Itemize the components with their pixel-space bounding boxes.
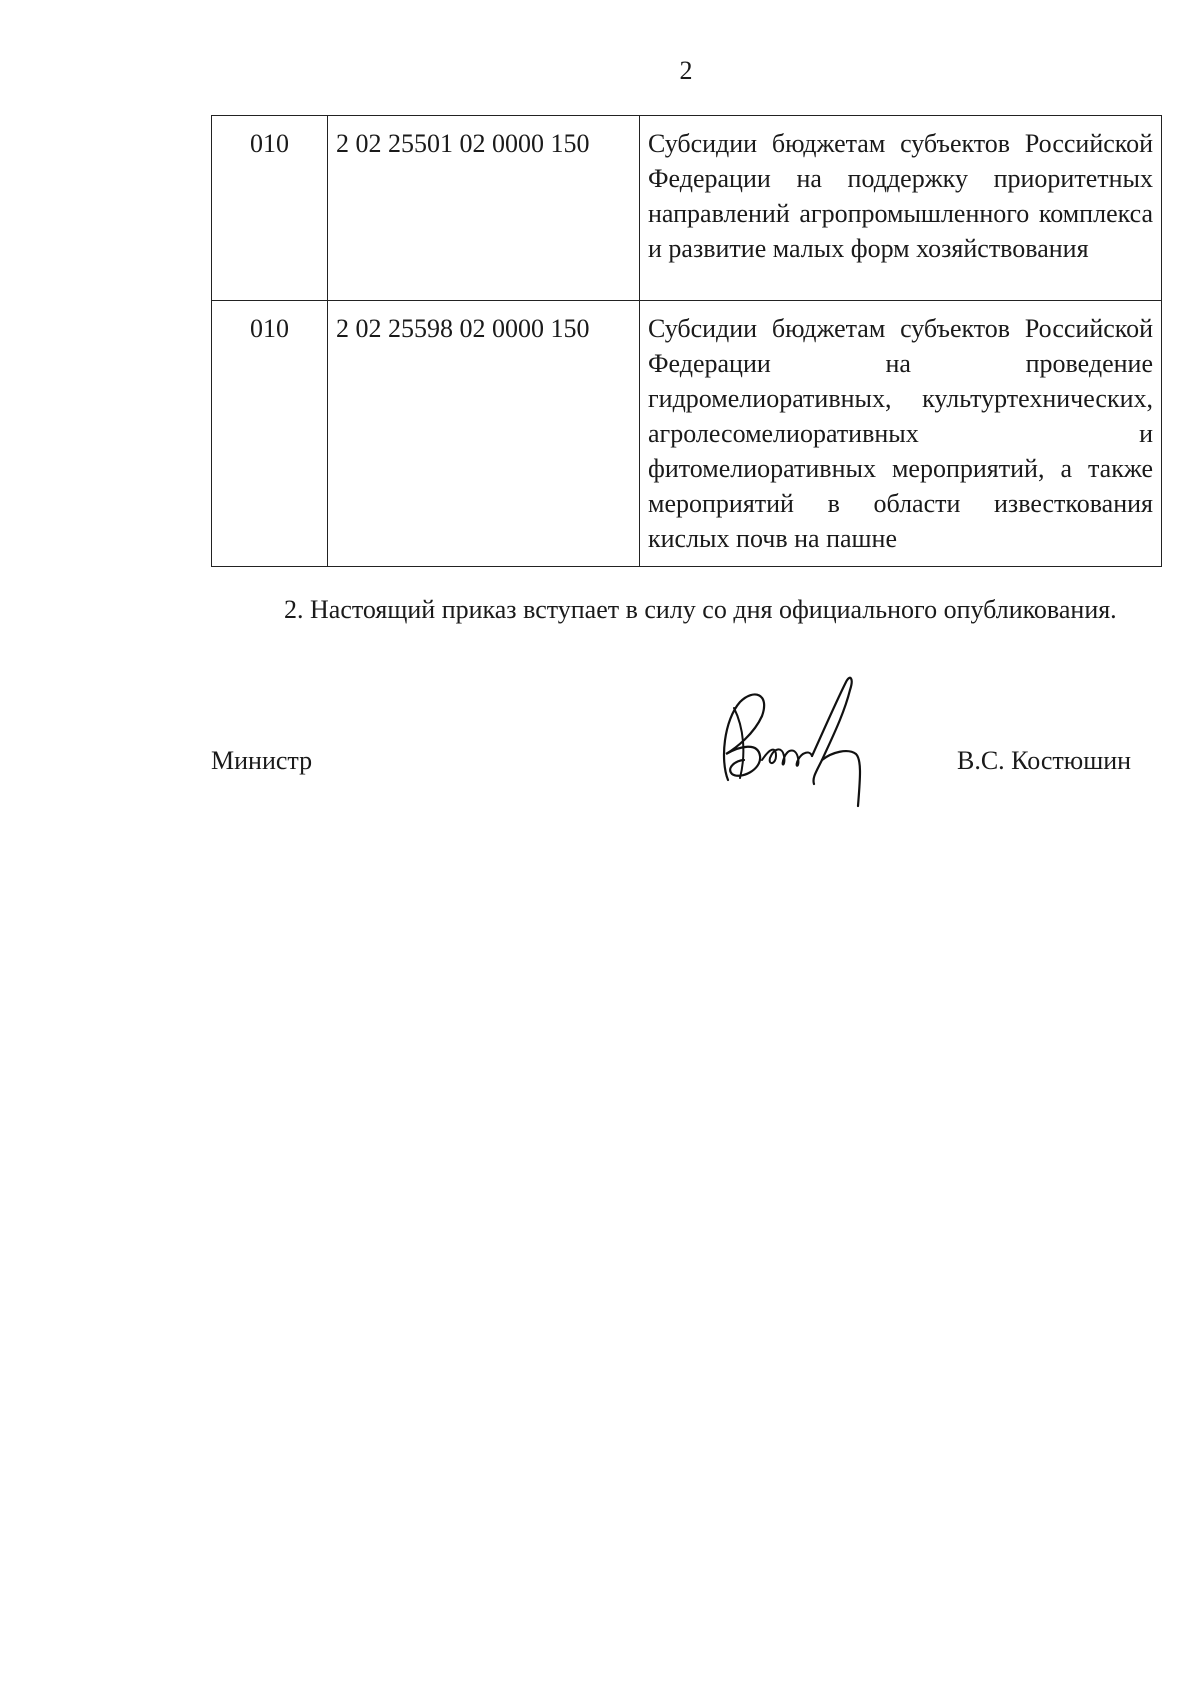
- handwritten-signature: [710, 668, 880, 808]
- table-row: [212, 301, 1162, 567]
- admin-code-cell: 010: [212, 116, 328, 301]
- admin-code-cell: 010: [212, 301, 328, 567]
- page-number: 2: [679, 56, 693, 85]
- signatory-name: В.С. Костюшин: [957, 746, 1132, 775]
- table-row: [212, 116, 1162, 301]
- budget-codes-table: [211, 115, 1162, 567]
- effective-date-clause: 2. Настоящий приказ вступает в силу со дня официального опубликования.: [284, 595, 1117, 624]
- income-name-cell: Субсидии бюджетам субъектов Российской Федерации на поддержку приоритетных направлений агропромышленного комплекса и развитие малых форм хозяйствования: [640, 116, 1162, 301]
- income-name-cell: Субсидии бюджетам субъектов Российской Федерации на проведение гидромелиоративных, культуртехнических, агролесомелиоративных и фитомелиоративных мероприятий, а также мероприятий в области известкования кислых почв на пашне: [640, 301, 1162, 567]
- budget-code-cell: 2 02 25598 02 0000 150: [328, 301, 640, 567]
- budget-code-cell: 2 02 25501 02 0000 150: [328, 116, 640, 301]
- signatory-title: Министр: [211, 746, 313, 775]
